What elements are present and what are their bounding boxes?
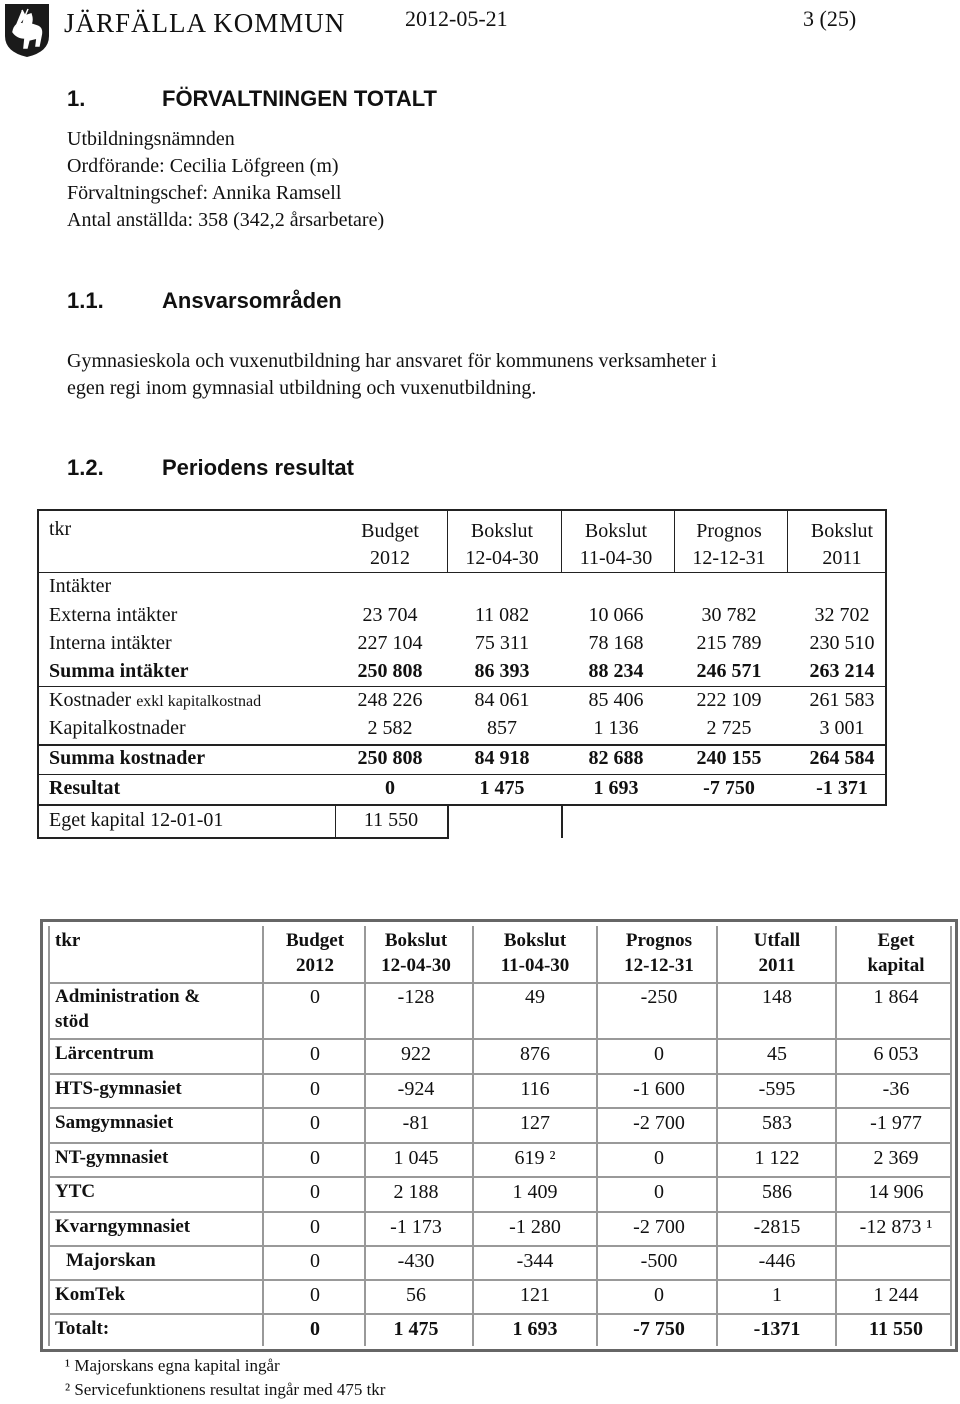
row-label-line: YTC [55,1181,96,1202]
table-cell: 250 808 [357,747,423,769]
table-cell: 876 [520,1043,550,1065]
table-cell: 1 409 [512,1181,558,1203]
row-label [49,777,120,800]
table-cell: -500 [640,1250,678,1272]
row-label-line: Majorskan [66,1250,156,1271]
table-cell: -7 750 [703,777,755,799]
table-cell: -2 700 [633,1112,685,1134]
row-divider [48,1107,950,1109]
table-cell: 1 475 [393,1318,439,1340]
table-cell: -595 [758,1078,796,1100]
table-cell: -36 [882,1078,910,1100]
row-label-line: HTS-gymnasiet [55,1078,182,1099]
table-cell: 1 244 [873,1284,919,1306]
table-cell: 127 [520,1112,550,1134]
column-header-line: 12-12-31 [624,955,694,976]
row-label [55,1145,168,1170]
column-header [561,518,671,572]
row-label-text: Summa kostnader [49,747,206,769]
row-label [55,1041,154,1066]
table-cell: 263 214 [809,660,875,682]
table-cell: 1 122 [754,1147,800,1169]
table-cell: 0 [310,986,320,1008]
column-header [366,928,466,978]
table-cell: -446 [758,1250,796,1272]
footnote: ¹ Majorskans egna kapital ingår [65,1356,280,1375]
row-divider [48,1211,950,1213]
table-cell: 240 155 [696,747,762,769]
table-cell: 82 688 [588,747,644,769]
row-label-line: KomTek [55,1284,126,1305]
table-cell: 56 [406,1284,426,1306]
table-cell: 583 [762,1112,792,1134]
column-header-line: 12-12-31 [692,547,766,569]
row-label-text: Kapitalkostnader [49,717,186,739]
table-cell: 49 [525,986,545,1008]
row-divider [48,1038,950,1040]
column-divider [48,926,50,1346]
income-section-label: Intäkter [49,575,112,597]
row-label-line: stöd [55,1011,89,1032]
table-cell: 45 [767,1043,787,1065]
column-divider [561,510,562,572]
row-label-line: Kvarngymnasiet [55,1216,191,1237]
row-label-text: Interna intäkter [49,632,172,654]
row-label [55,1214,190,1239]
table-cell: 1 693 [512,1318,558,1340]
column-header-line: kapital [867,955,925,976]
table-cell: 85 406 [588,689,644,711]
row-label-text: Externa intäkter [49,604,178,626]
column-header-line: 12-04-30 [465,547,539,569]
table-cell: -2815 [753,1216,801,1238]
table-cell: 246 571 [696,660,762,682]
column-header-line: 11-04-30 [579,547,653,569]
org-info: Utbildningsnämnden Ordförande: Cecilia Löfgreen (m) Förvaltningschef: Annika Ramsell Antal anställda: 358 (342,2 årsarbetare) [67,128,385,231]
table-cell: 2 369 [873,1147,919,1169]
column-header-line: Bokslut [584,520,648,542]
row-label-line: Totalt: [55,1318,110,1339]
column-header-line: Eget [877,930,915,951]
table-cell: 250 808 [357,660,423,682]
table-cell: -1371 [753,1318,801,1340]
row-label [55,1110,173,1135]
table-cell: 2 188 [393,1181,439,1203]
column-header [447,518,557,572]
municipality-name: JÄRFÄLLA KOMMUN [64,8,346,38]
table-cell: 0 [310,1318,320,1340]
table-cell: 78 168 [588,632,644,654]
row-label-line: Samgymnasiet [55,1112,174,1133]
table-cell: 1 475 [479,777,525,799]
column-header-line: Bokslut [810,520,874,542]
row-label-text: Kostnader [49,689,132,711]
column-divider [472,926,474,1346]
deer-coat-of-arms-icon [3,2,51,58]
table-cell: 2 582 [367,717,413,739]
row-label [55,1179,95,1204]
table-cell: -7 750 [633,1318,685,1340]
column-header [335,518,445,572]
table-cell: 84 918 [474,747,530,769]
row-divider [48,1245,950,1247]
row-divider [48,1279,950,1281]
table-cell: 0 [310,1112,320,1134]
column-divider [787,510,788,572]
table-cell: -924 [397,1078,435,1100]
row-label [49,747,205,770]
row-label [55,1316,109,1341]
table-cell: 0 [310,1216,320,1238]
column-header [476,928,594,978]
table-cell: 0 [654,1147,664,1169]
document-date: 2012-05-21 [405,6,508,31]
row-label-text: Summa intäkter [49,660,189,682]
table-cell: -1 977 [870,1112,922,1134]
table-cell: -128 [397,986,435,1008]
equity-value: 11 550 [363,809,419,831]
table-cell: 0 [310,1250,320,1272]
table-cell: 88 234 [588,660,644,682]
table-cell: 6 053 [873,1043,919,1065]
table-cell: 586 [762,1181,792,1203]
row-label [49,717,186,740]
table-cell: -81 [402,1112,430,1134]
table-cell: 922 [401,1043,431,1065]
equity-label: Eget kapital 12-01-01 [49,809,224,831]
table-cell: 248 226 [357,689,423,711]
table-cell: 227 104 [357,632,423,654]
subsection-heading: 1.1. Ansvarsområden [67,288,342,313]
column-divider [262,926,264,1346]
row-label-suffix: exkl kapitalkostnad [136,693,262,710]
table-cell: 0 [654,1181,664,1203]
row-label [55,1076,182,1101]
table-cell: 0 [310,1147,320,1169]
table-cell: -2 700 [633,1216,685,1238]
table-cell: 857 [487,717,517,739]
row-label-text: Resultat [49,777,121,799]
section-heading: 1. FÖRVALTNINGEN TOTALT [67,86,437,111]
table-cell: 264 584 [809,747,875,769]
table-cell: 2 725 [706,717,752,739]
column-header [600,928,718,978]
column-header-line: Prognos [696,520,762,542]
column-divider [674,510,675,572]
table-cell: 215 789 [696,632,762,654]
column-header [720,928,834,978]
table-cell: 121 [520,1284,550,1306]
table-cell: 1 [772,1284,782,1306]
table-cell: 75 311 [474,632,530,654]
table-cell: -1 173 [390,1216,442,1238]
table-cell: 619 ² [514,1147,556,1169]
table-cell: 10 066 [588,604,644,626]
column-header-line: 2011 [822,547,862,569]
table-cell: 30 782 [701,604,757,626]
column-header-line: Prognos [625,930,693,951]
table-cell: 3 001 [819,717,865,739]
row-label [49,604,177,627]
column-header [674,518,784,572]
table-cell: 0 [310,1078,320,1100]
table-cell: 32 702 [814,604,870,626]
table-cell: 0 [310,1284,320,1306]
column-header-line: Bokslut [384,930,448,951]
column-header-line: Budget [285,930,345,951]
table-cell: 222 109 [696,689,762,711]
table-cell: 148 [762,986,792,1008]
table-cell: -1 600 [633,1078,685,1100]
column-header [265,928,365,978]
row-label [49,689,261,712]
table-cell: 1 045 [393,1147,439,1169]
row-label-line: Administration & [55,986,201,1007]
table-cell: 261 583 [809,689,875,711]
table-cell: -12 873 ¹ [859,1216,933,1238]
column-divider [447,510,448,572]
table-cell: 0 [310,1043,320,1065]
row-label-line: NT-gymnasiet [55,1147,169,1168]
table-cell: 84 061 [474,689,530,711]
row-label [49,660,188,683]
column-header-line: Bokslut [470,520,534,542]
column-header-line: 2011 [758,955,796,976]
column-header-line: 2012 [370,547,410,569]
table-cell: 0 [654,1284,664,1306]
column-header [787,518,897,572]
table-corner-label: tkr [49,518,72,540]
table-cell: 1 693 [593,777,639,799]
row-label [49,632,172,655]
table-cell: 11 550 [869,1318,923,1340]
column-header-line: 12-04-30 [381,955,451,976]
table-cell: 1 864 [873,986,919,1008]
table-cell: -430 [397,1250,435,1272]
page-number: 3 (25) [803,6,857,31]
row-divider [48,1176,950,1178]
row-divider [48,1073,950,1075]
column-header [839,928,953,978]
row-label [55,984,200,1034]
table-cell: -1 280 [509,1216,561,1238]
row-label-line: Lärcentrum [55,1043,154,1064]
table-cell: 14 906 [868,1181,924,1203]
footnote: ² Servicefunktionens resultat ingår med 475 tkr [65,1380,386,1399]
table-cell: 230 510 [809,632,875,654]
column-header-line: Bokslut [503,930,567,951]
row-label [55,1282,125,1307]
row-label [66,1248,156,1273]
subsection-heading: 1.2. Periodens resultat [67,455,354,480]
row-divider [48,1313,950,1315]
table-cell: 116 [520,1078,550,1100]
table-cell: -250 [640,986,678,1008]
table-cell: 1 136 [593,717,639,739]
table-cell: 23 704 [362,604,418,626]
column-header-line: 11-04-30 [500,955,570,976]
column-header-line: 2012 [296,955,334,976]
column-header-line: Budget [361,520,419,542]
column-header-line: Utfall [753,930,801,951]
responsibility-text: Gymnasieskola och vuxenutbildning har ansvaret för kommunens verksamheter i egen regi inom gymnasial utbildning och vuxenutbildning. [67,350,717,399]
table-corner-label: tkr [55,930,81,951]
column-divider [835,926,837,1346]
table-cell: 11 082 [474,604,530,626]
table-cell: 0 [310,1181,320,1203]
table-cell: -1 371 [816,777,868,799]
table-cell: 86 393 [474,660,530,682]
row-divider [48,1142,950,1144]
table-cell: 0 [385,777,395,799]
column-divider [596,926,598,1346]
table-cell: 0 [654,1043,664,1065]
table-cell: -344 [516,1250,554,1272]
